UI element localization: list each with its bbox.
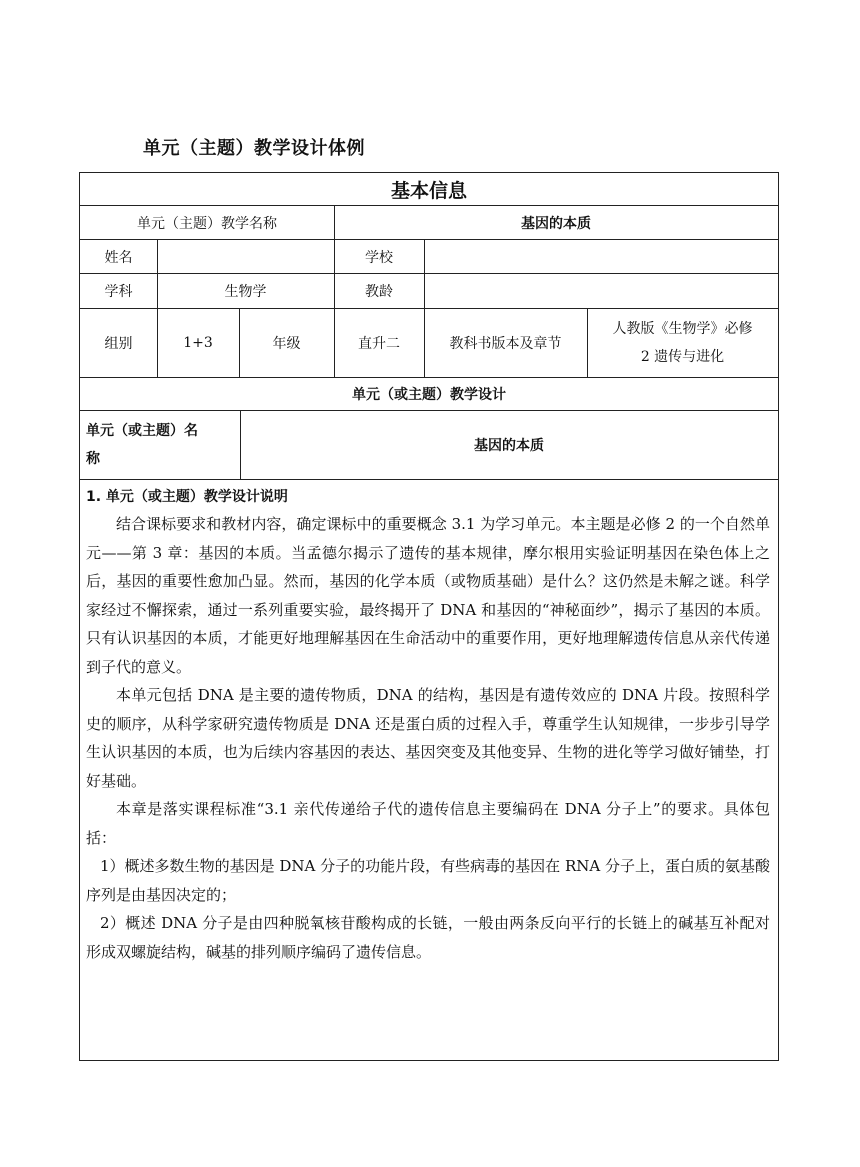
paragraph: 结合课标要求和教材内容，确定课标中的重要概念 3.1 为学习单元。本主题是必修 2 的一个自然单元——第 3 章：基因的本质。当孟德尔揭示了遗传的基本规律，摩尔根用实验证明基因在染色体上之后，基因的重要性愈加凸显。然而，基因的化学本质（或物质基础）是什么？这仍然是未解之谜。科学家经过不懈探索，通过一系列重要实验，最终揭开了 DNA 和基因的“神秘面纱”，揭示了基因的本质。只有认识基因的本质，才能更好地理解基因在生命活动中的重要作用，更好地理解遗传信息从亲代传递到子代的意义。 [86,515,770,676]
unit-design-name-label-line2: 称 [86,451,100,467]
unit-design-name-value: 基因的本质 [474,438,544,454]
name-label: 姓名 [104,249,133,266]
subject-years-row [80,274,778,309]
unit-design-name-label [80,411,240,479]
subject-label: 学科 [104,284,133,300]
subject-value: 生物学 [224,284,267,300]
group-label: 组别 [104,336,133,352]
list-item: 1）概述多数生物的基因是 DNA 分子的功能片段，有些病毒的基因在 RNA 分子上，蛋白质的氨基酸序列是由基因决定的； [86,857,770,904]
list-item: 2）概述 DNA 分子是由四种脱氧核苷酸构成的长链，一般由两条反向平行的长链上的碱基互补配对形成双螺旋结构，碱基的排列顺序编码了遗传信息。 [86,914,770,961]
basic-info-heading: 基本信息 [390,179,467,202]
lesson-design-table [79,172,779,1061]
grade-value: 直升二 [358,336,400,352]
unit-design-name-row [80,411,778,480]
years-value [424,274,778,308]
textbook-value-line1: 人教版《生物学》必修 [612,321,753,337]
group-grade-textbook-row [80,309,778,378]
unit-name-row [80,206,778,240]
textbook-label: 教科书版本及章节 [449,336,562,352]
document-title: 单元（主题）教学设计体例 [143,138,365,159]
paragraph: 本单元包括 DNA 是主要的遗传物质，DNA 的结构，基因是有遗传效应的 DNA 片段。按照科学史的顺序，从科学家研究遗传物质是 DNA 还是蛋白质的过程入手，尊重学生认知规律，一步步引导学生认识基因的本质，也为后续内容基因的表达、基因突变及其他变异、生物的进化等学习做好铺垫，打好基础。 [86,686,770,790]
unit-design-heading-row [80,378,778,411]
school-label: 学校 [365,249,393,266]
unit-design-description [80,480,778,966]
section-title: 1. 单元（或主题）教学设计说明 [86,489,288,505]
unit-design-name-label-line1: 单元（或主题）名 [86,423,198,439]
textbook-value [587,309,778,377]
unit-name-label: 单元（主题）教学名称 [137,215,277,232]
unit-design-heading: 单元（或主题）教学设计 [352,387,506,403]
textbook-value-line2: 2 遗传与进化 [640,349,725,365]
name-value [157,240,334,273]
name-school-row [80,240,778,274]
school-value [424,240,778,273]
grade-label: 年级 [272,336,301,352]
unit-name-value: 基因的本质 [521,215,591,232]
paragraph: 本章是落实课程标准“3.1 亲代传递给子代的遗传信息主要编码在 DNA 分子上”的要求。具体包括： [86,800,770,847]
years-label: 教龄 [365,284,393,300]
group-value: 1+3 [183,335,213,351]
basic-info-heading-row [80,173,778,206]
